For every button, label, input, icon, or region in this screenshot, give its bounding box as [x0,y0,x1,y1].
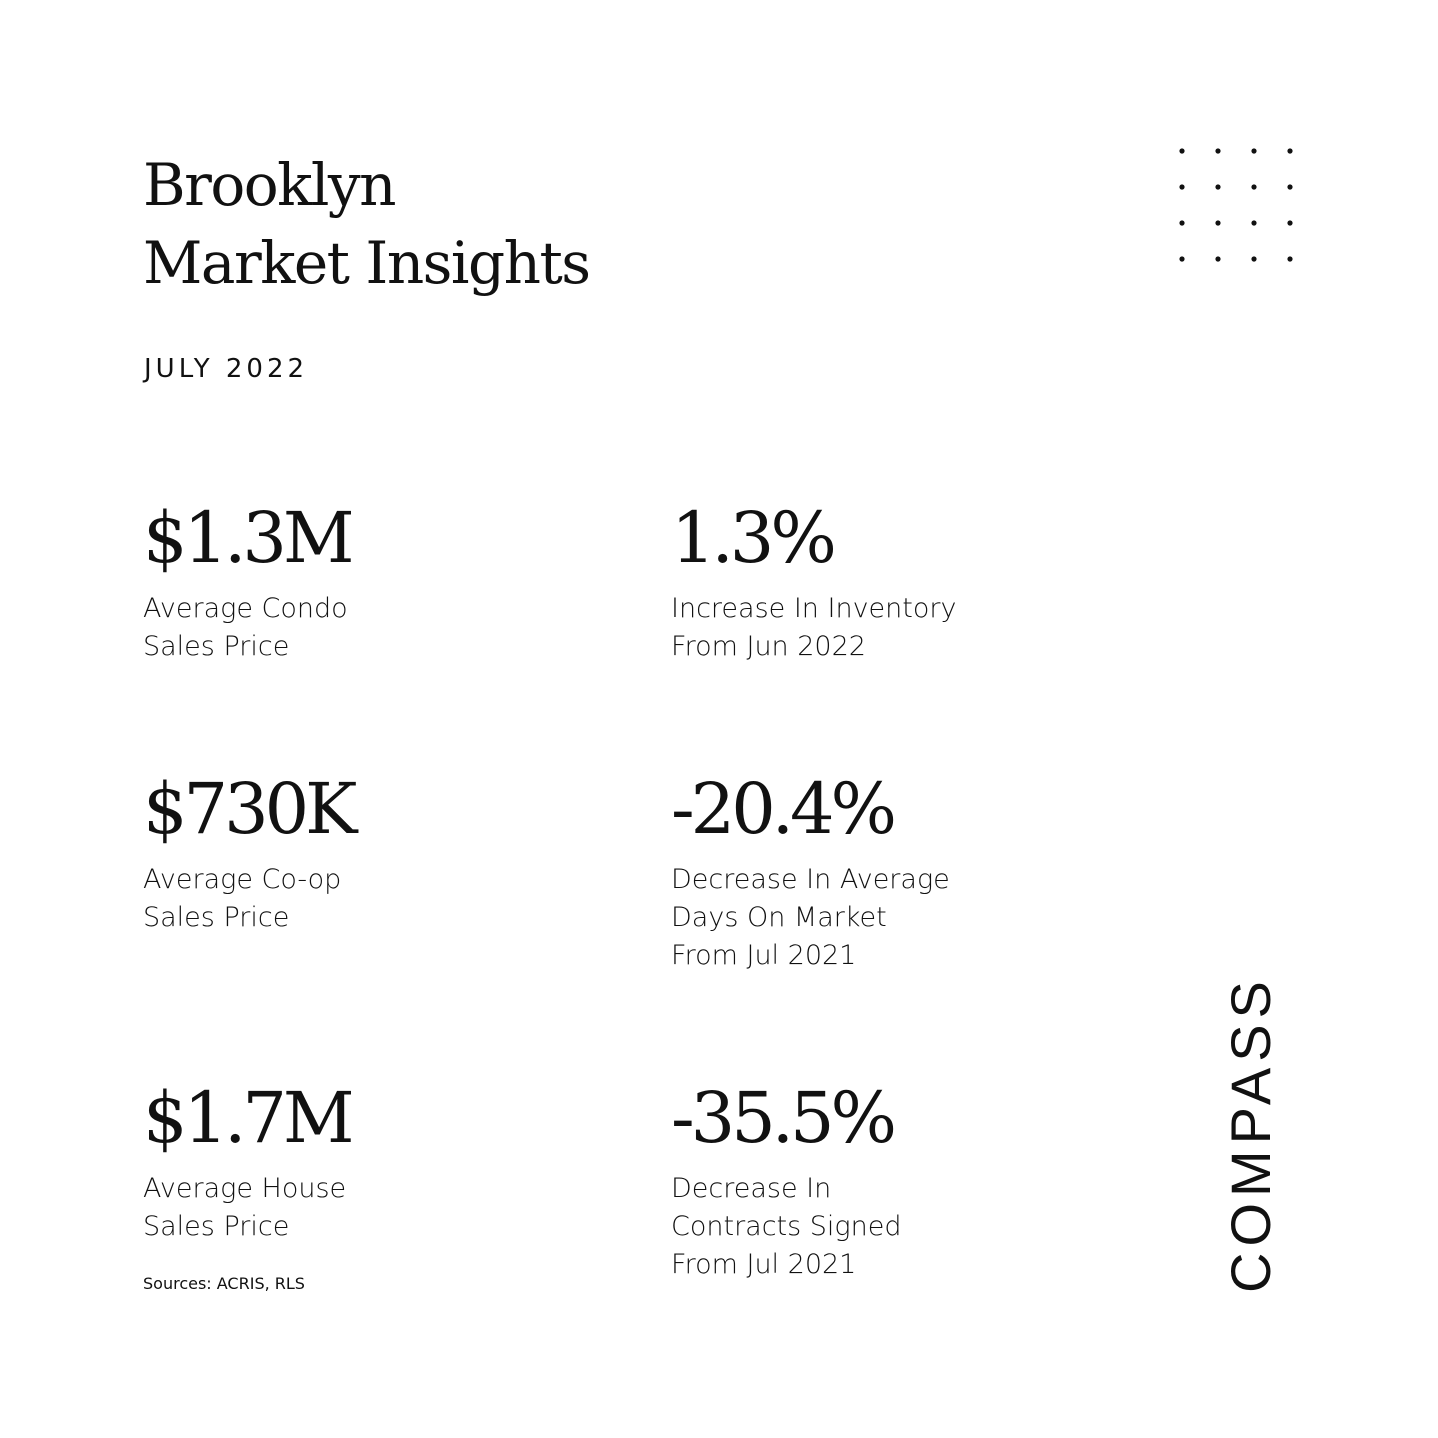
stat-label-line: Increase In Inventory [671,593,957,624]
title-line-2: Market Insights [143,229,590,297]
stat-avg-condo-price [143,498,351,666]
stat-value: $1.7M [143,1077,351,1159]
stat-label [143,590,351,666]
stat-label [143,861,353,937]
stat-value: $1.3M [143,497,351,579]
stat-label-line: Sales Price [143,902,290,933]
stat-label-line: From Jun 2022 [671,631,866,662]
stat-label [671,590,956,666]
stat-label-line: Average House [143,1173,347,1204]
stat-inventory-change [671,498,956,666]
stat-label-line: Decrease In [671,1173,832,1204]
stat-avg-coop-price [143,769,353,937]
stat-label-line: Contracts Signed [671,1211,902,1242]
stat-label [671,861,950,975]
stat-value: -35.5% [671,1077,894,1159]
compass-logo-text: COMPASS [1219,975,1282,1293]
stat-label-line: Sales Price [143,631,290,662]
stat-value: 1.3% [671,497,833,579]
stat-days-on-market-change [671,769,950,975]
stat-label [671,1170,902,1284]
stat-label-line: Average Co-op [143,864,342,895]
stat-contracts-signed-change [671,1078,902,1284]
title-line-1: Brooklyn [143,151,396,219]
sources-note: Sources: ACRIS, RLS [143,1274,305,1293]
stat-label-line: Average Condo [143,593,348,624]
stat-label [143,1170,351,1246]
stat-value: -20.4% [671,768,894,850]
stat-label-line: From Jul 2021 [671,940,857,971]
stat-value: $730K [143,768,354,850]
stat-avg-house-price [143,1078,351,1246]
page-title [143,146,590,302]
report-date: JULY 2022 [144,354,309,384]
stat-label-line: Days On Market [671,902,887,933]
stat-label-line: Sales Price [143,1211,290,1242]
dot-grid-decoration [1170,142,1300,268]
stat-label-line: Decrease In Average [671,864,950,895]
stat-label-line: From Jul 2021 [671,1249,857,1280]
compass-logo [1180,955,1290,1295]
